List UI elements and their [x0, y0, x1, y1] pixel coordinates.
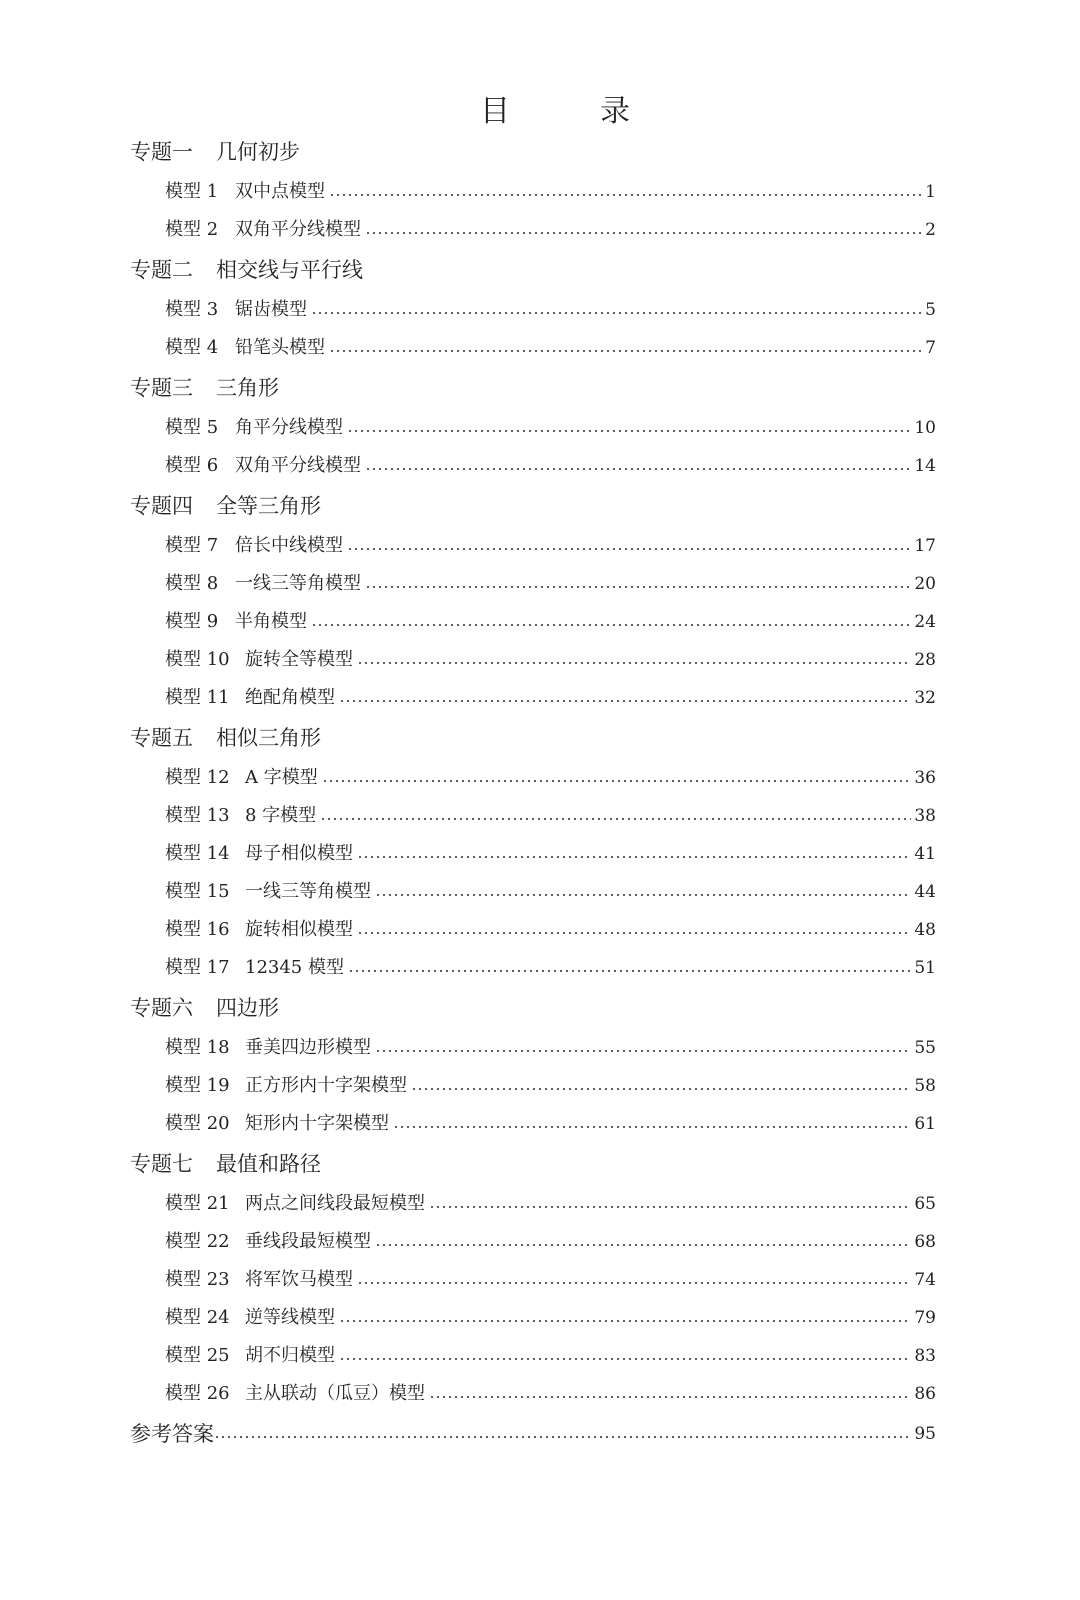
dot-leader	[365, 586, 911, 588]
toc-entry[interactable]	[130, 527, 936, 565]
toc-entry[interactable]	[130, 1299, 936, 1337]
toc-entry[interactable]	[130, 329, 936, 367]
section-number: 专题五	[130, 726, 193, 750]
entry-name: 垂线段最短模型	[245, 1231, 371, 1252]
entry-page: 5	[925, 300, 936, 320]
dot-leader	[339, 700, 911, 702]
dot-leader	[375, 894, 911, 896]
toc-entry[interactable]	[130, 911, 936, 949]
entry-page: 83	[914, 1346, 936, 1366]
toc-entry[interactable]	[130, 949, 936, 987]
entry-page: 1	[925, 182, 936, 202]
entry-label: 模型 18	[165, 1037, 230, 1058]
toc-entry[interactable]	[130, 291, 936, 329]
section-name: 四边形	[216, 996, 279, 1020]
dot-leader	[365, 232, 922, 234]
entry-label: 模型 7	[165, 535, 219, 556]
entry-name: A 字模型	[245, 767, 318, 788]
entry-label: 模型 4	[165, 337, 219, 358]
entry-page: 20	[914, 574, 936, 594]
entry-name: 逆等线模型	[245, 1307, 335, 1328]
dot-leader	[311, 312, 922, 314]
dot-leader	[393, 1126, 911, 1128]
entry-page: 44	[914, 882, 936, 902]
section-heading[interactable]	[130, 1143, 936, 1185]
entry-page: 61	[914, 1114, 936, 1134]
toc-entry[interactable]	[130, 1375, 936, 1413]
toc-entry[interactable]	[130, 1261, 936, 1299]
section-heading[interactable]	[130, 485, 936, 527]
dot-leader	[429, 1396, 911, 1398]
toc-entry[interactable]	[130, 797, 936, 835]
entry-label: 模型 25	[165, 1345, 230, 1366]
section-name: 相交线与平行线	[216, 258, 363, 282]
table-of-contents	[130, 131, 936, 1455]
entry-page: 48	[914, 920, 936, 940]
section-heading[interactable]	[130, 367, 936, 409]
entry-page: 68	[914, 1232, 936, 1252]
section-name: 三角形	[216, 376, 279, 400]
dot-leader	[339, 1358, 911, 1360]
toc-entry[interactable]	[130, 447, 936, 485]
entry-page: 58	[914, 1076, 936, 1096]
toc-entry[interactable]	[130, 1337, 936, 1375]
entry-label: 模型 11	[165, 687, 230, 708]
entry-name: 一线三等角模型	[245, 881, 371, 902]
entry-page: 36	[914, 768, 936, 788]
entry-name: 双中点模型	[235, 181, 325, 202]
entry-label: 模型 3	[165, 299, 219, 320]
entry-label: 模型 10	[165, 649, 230, 670]
entry-label: 模型 21	[165, 1193, 230, 1214]
toc-entry-answers[interactable]	[130, 1413, 936, 1455]
toc-entry[interactable]	[130, 759, 936, 797]
entry-page: 65	[914, 1194, 936, 1214]
entry-label: 模型 23	[165, 1269, 230, 1290]
entry-page: 32	[914, 688, 936, 708]
section-number: 专题三	[130, 376, 193, 400]
entry-page: 55	[914, 1038, 936, 1058]
entry-name: 正方形内十字架模型	[245, 1075, 407, 1096]
toc-entry[interactable]	[130, 641, 936, 679]
entry-label: 模型 6	[165, 455, 219, 476]
entry-page: 17	[914, 536, 936, 556]
toc-entry[interactable]	[130, 1185, 936, 1223]
entry-name: 旋转相似模型	[245, 919, 353, 940]
entry-name: 主从联动（瓜豆）模型	[245, 1383, 425, 1404]
answers-name: 参考答案	[130, 1422, 214, 1446]
dot-leader	[329, 350, 922, 352]
dot-leader	[365, 468, 911, 470]
dot-leader	[357, 932, 911, 934]
toc-entry[interactable]	[130, 565, 936, 603]
section-number: 专题七	[130, 1152, 193, 1176]
entry-label: 模型 1	[165, 181, 219, 202]
dot-leader	[339, 1320, 911, 1322]
toc-entry[interactable]	[130, 873, 936, 911]
entry-label: 模型 8	[165, 573, 219, 594]
entry-name: 倍长中线模型	[235, 535, 343, 556]
entry-label: 模型 5	[165, 417, 219, 438]
entry-page: 38	[914, 806, 936, 826]
entry-label: 模型 22	[165, 1231, 230, 1252]
section-name: 几何初步	[216, 140, 300, 164]
section-heading[interactable]	[130, 131, 936, 173]
entry-label: 模型 14	[165, 843, 230, 864]
entry-label: 模型 2	[165, 219, 219, 240]
entry-label: 模型 16	[165, 919, 230, 940]
dot-leader	[329, 194, 922, 196]
entry-name: 双角平分线模型	[235, 455, 361, 476]
entry-label: 模型 20	[165, 1113, 230, 1134]
entry-page: 7	[925, 338, 936, 358]
entry-name: 绝配角模型	[245, 687, 335, 708]
section-name: 最值和路径	[216, 1152, 321, 1176]
entry-name: 胡不归模型	[245, 1345, 335, 1366]
entry-label: 模型 17	[165, 957, 230, 978]
entry-page: 14	[914, 456, 936, 476]
section-number: 专题一	[130, 140, 193, 164]
entry-label: 模型 12	[165, 767, 230, 788]
section-number: 专题六	[130, 996, 193, 1020]
entry-label: 模型 13	[165, 805, 230, 826]
entry-label: 模型 15	[165, 881, 230, 902]
entry-page: 2	[925, 220, 936, 240]
entry-name: 垂美四边形模型	[245, 1037, 371, 1058]
toc-entry[interactable]	[130, 1067, 936, 1105]
entry-label: 模型 24	[165, 1307, 230, 1328]
section-heading[interactable]	[130, 987, 936, 1029]
entry-name: 一线三等角模型	[235, 573, 361, 594]
entry-name: 母子相似模型	[245, 843, 353, 864]
entry-page: 74	[914, 1270, 936, 1290]
entry-page: 79	[914, 1308, 936, 1328]
dot-leader	[357, 1282, 911, 1284]
entry-label: 模型 19	[165, 1075, 230, 1096]
entry-page: 51	[914, 958, 936, 978]
toc-entry[interactable]	[130, 173, 936, 211]
section-number: 专题四	[130, 494, 193, 518]
page-title: 目 录	[480, 94, 660, 129]
section-name: 全等三角形	[216, 494, 321, 518]
entry-page: 28	[914, 650, 936, 670]
toc-entry[interactable]	[130, 835, 936, 873]
answers-page: 95	[914, 1424, 936, 1444]
toc-entry[interactable]	[130, 1223, 936, 1261]
dot-leader	[429, 1206, 911, 1208]
dot-leader	[214, 1436, 911, 1438]
dot-leader	[311, 624, 911, 626]
entry-name: 锯齿模型	[235, 299, 307, 320]
entry-name: 半角模型	[235, 611, 307, 632]
entry-page: 10	[914, 418, 936, 438]
entry-name: 12345 模型	[245, 957, 344, 978]
dot-leader	[347, 430, 911, 432]
toc-entry[interactable]	[130, 603, 936, 641]
dot-leader	[411, 1088, 911, 1090]
entry-name: 铅笔头模型	[235, 337, 325, 358]
dot-leader	[320, 818, 911, 820]
entry-name: 将军饮马模型	[245, 1269, 353, 1290]
entry-name: 旋转全等模型	[245, 649, 353, 670]
entry-name: 角平分线模型	[235, 417, 343, 438]
section-heading[interactable]	[130, 717, 936, 759]
entry-page: 41	[914, 844, 936, 864]
dot-leader	[357, 856, 911, 858]
dot-leader	[375, 1244, 911, 1246]
dot-leader	[375, 1050, 911, 1052]
entry-label: 模型 9	[165, 611, 219, 632]
dot-leader	[348, 970, 911, 972]
dot-leader	[347, 548, 911, 550]
entry-name: 矩形内十字架模型	[245, 1113, 389, 1134]
entry-name: 双角平分线模型	[235, 219, 361, 240]
entry-label: 模型 26	[165, 1383, 230, 1404]
dot-leader	[322, 780, 912, 782]
toc-entry[interactable]	[130, 211, 936, 249]
entry-name: 两点之间线段最短模型	[245, 1193, 425, 1214]
entry-page: 86	[914, 1384, 936, 1404]
section-name: 相似三角形	[216, 726, 321, 750]
section-heading[interactable]	[130, 249, 936, 291]
toc-entry[interactable]	[130, 409, 936, 447]
entry-name: 8 字模型	[245, 805, 317, 826]
toc-entry[interactable]	[130, 679, 936, 717]
section-number: 专题二	[130, 258, 193, 282]
toc-entry[interactable]	[130, 1029, 936, 1067]
entry-page: 24	[914, 612, 936, 632]
dot-leader	[357, 662, 911, 664]
toc-entry[interactable]	[130, 1105, 936, 1143]
